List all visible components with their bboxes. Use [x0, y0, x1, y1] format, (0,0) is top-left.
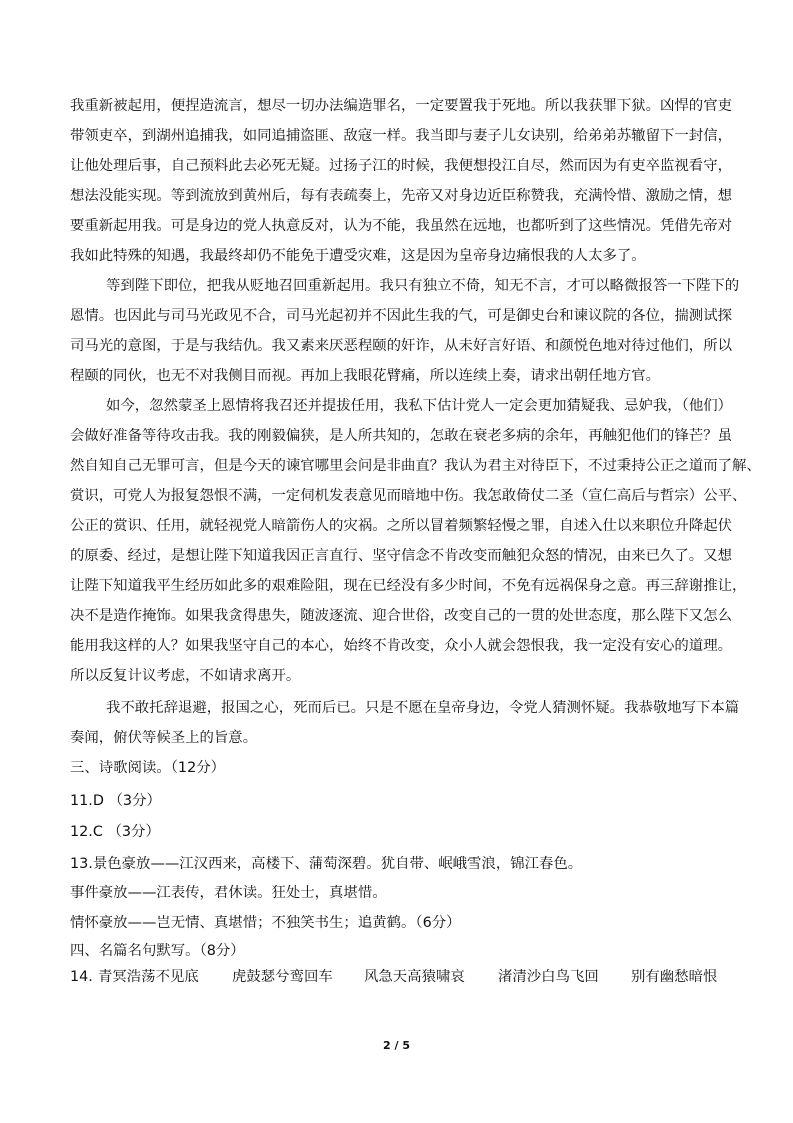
text-line: 带领吏卒，到湖州追捕我，如同追捕盗匪、敌寇一样。我当即与妻子儿女诀别，给弟弟苏辙留下一封信， [70, 128, 732, 144]
text-line: 会做好准备等待攻击我。我的刚毅偏狭，是人所共知的，怎敢在衰老多病的余年，再触犯他们的锋芒？虽 [70, 428, 732, 444]
text-line: 公正的赏识、任用，就轻视党人暗箭伤人的灾祸。之所以冒着频繁轻慢之罪，自述入仕以来职位升降起伏 [70, 518, 732, 534]
answer-14-row [70, 967, 730, 987]
section-heading: 四、名篇名句默写。（8分） [70, 943, 245, 959]
text-line: 等到陛下即位，把我从贬地召回重新起用。我只有独立不倚，知无不言，才可以略微报答一下陛下的 [106, 278, 740, 294]
text-line: 所以反复计议考虑，不如请求离开。 [70, 668, 301, 684]
text-line: 赏识，可党人为报复怨恨不满，一定伺机发表意见而暗地中伤。我怎敢倚仗二圣（宣仁高后与哲宗）公平、 [70, 488, 747, 504]
text-line: 奏闻，俯伏等候圣上的旨意。 [70, 730, 258, 746]
text-line: 的原委、经过，是想让陛下知道我因正言直行、坚守信念不肯改变而触犯众怒的情况，由来已久了。又想 [70, 548, 732, 564]
answer-14-number: 14. [70, 969, 93, 985]
answer-blank: 风急天高猿啸哀 [364, 969, 465, 985]
text-line: 如今，忽然蒙圣上恩情将我召还并提拔任用，我私下估计党人一定会更加猜疑我、忌妒我，（他们） [106, 398, 732, 414]
text-line: 我如此特殊的知遇，我最终却仍不能免于遭受灾难，这是因为皇帝身边痛恨我的人太多了。 [70, 248, 646, 264]
page-number: 2 / 5 [383, 1039, 410, 1052]
answer-11: 11.D （3分） [70, 793, 161, 809]
text-line: 司马光的意图，于是与我结仇。我又素来厌恶程颐的奸诈，从未好言好语、和颜悦色地对待过他们，所以 [70, 338, 732, 354]
text-line: 让他处理后事，自己预料此去必死无疑。过扬子江的时候，我便想投江自尽，然而因为有吏卒监视看守， [70, 158, 732, 174]
answer-blank: 别有幽愁暗恨 [631, 969, 718, 985]
text-line: 恩情。也因此与司马光政见不合，司马光起初并不因此生我的气，可是御史台和谏议院的各位，揣测试探 [70, 308, 732, 324]
text-line: 然自知自己无罪可言，但是今天的谏官哪里会问是非曲直？我认为君主对待臣下，不过秉持公正之道而了解、 [70, 458, 761, 474]
text-line: 要重新起用我。可是身边的党人执意反对，认为不能，我虽然在远地，也都听到了这些情况。凭借先帝对 [70, 218, 732, 234]
answer-13-line: 情怀豪放——岂无情、真堪惜；不独笑书生；追黄鹤。（6分） [70, 915, 461, 931]
text-line: 我重新被起用，便捏造流言，想尽一切办法编造罪名，一定要置我于死地。所以我获罪下狱。凶悍的官吏 [70, 98, 732, 114]
text-line: 想法没能实现。等到流放到黄州后，每有表疏奏上，先帝又对身边近臣称赞我，充满怜惜、激励之情，想 [70, 188, 732, 204]
section-heading: 三、诗歌阅读。（12分） [70, 760, 226, 776]
answer-13-line: 13.景色豪放——江汉西来，高楼下、蒲萄深碧。犹自带、岷峨雪浪，锦江春色。 [70, 856, 583, 872]
answer-blank: 虎鼓瑟兮鸾回车 [232, 969, 333, 985]
answer-12: 12.C （3分） [70, 824, 160, 840]
text-line: 程颐的同伙，也无不对我侧目而视。再加上我眼花臂痛，所以连续上奏，请求出朝任地方官。 [70, 368, 661, 384]
text-line: 决不是造作掩饰。如果我贪得患失，随波逐流、迎合世俗，改变自己的一贯的处世态度，那么陛下又怎么 [70, 608, 732, 624]
text-line: 能用我这样的人？如果我坚守自己的本心，始终不肯改变，众小人就会怨恨我，我一定没有安心的道理。 [70, 638, 732, 654]
answer-blank: 渚清沙白鸟飞回 [498, 969, 599, 985]
answer-blank: 青冥浩荡不见底 [98, 969, 199, 985]
text-line: 我不敢托辞退避，报国之心，死而后已。只是不愿在皇帝身边，令党人猜测怀疑。我恭敬地写下本篇 [106, 700, 740, 716]
answer-13-line: 事件豪放——江表传，君休读。狂处士，真堪惜。 [70, 885, 387, 901]
text-line: 让陛下知道我平生经历如此多的艰难险阻，现在已经没有多少时间，不免有远祸保身之意。再三辞谢推让， [70, 578, 747, 594]
